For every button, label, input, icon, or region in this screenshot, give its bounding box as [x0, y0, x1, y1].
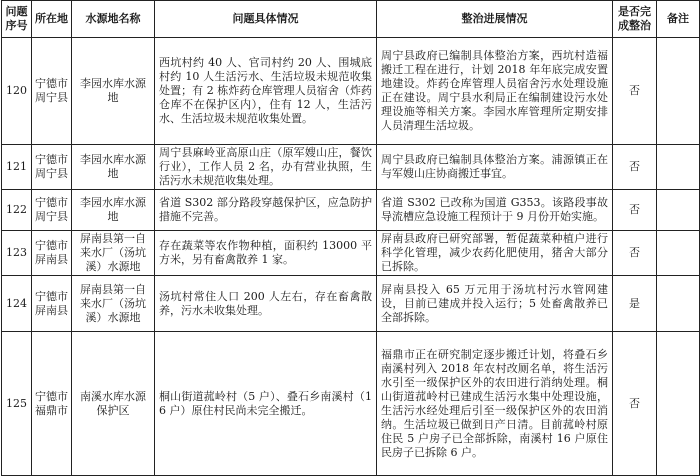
cell-done: 否 [613, 190, 657, 231]
header-issue: 问题具体情况 [155, 1, 377, 38]
header-progress: 整治进展情况 [377, 1, 613, 38]
cell-issue: 桐山街道菰岭村（5 户）、叠石乡南溪村（16 户）原住村民尚未完全搬迁。 [155, 332, 377, 476]
cell-remark [657, 190, 700, 231]
cell-progress: 福鼎市正在研究制定逐步搬迁计划，将叠石乡南溪村列入 2018 年农村改厕名单，将生活污水引至一级保护区外的农田进行消纳处理。桐山街道菰岭村已建成生活污水集中处理设施，生活污水经处理后引至一级保护区外的农田消纳。生活垃圾已做到日产日清。目前菰岭村原住民 5 户房子已全部拆除，南溪村 16 户原住民房子已拆除 6 户。 [377, 332, 613, 476]
cell-progress: 屏南县投入 65 万元用于汤坑村污水管网建设，目前已建成并投入运行；5 处畜禽散养已全部拆除。 [377, 276, 613, 332]
cell-issue: 西坑村约 40 人、官司村约 20 人、围城底村约 10 人生活污水、生活垃圾未规范收集处置；有 2 栋炸药仓库管理人员宿舍（炸药仓库不在保护区内），住有 12 人，生活污水、生活垃圾未规范收集处置。 [155, 38, 377, 145]
header-source: 水源地名称 [72, 1, 155, 38]
cell-no: 121 [2, 145, 32, 190]
cell-location: 宁德市屏南县 [32, 276, 72, 332]
cell-source: 屏南县第一自来水厂（汤坑溪）水源地 [72, 276, 155, 332]
cell-done: 是 [613, 276, 657, 332]
table-row [2, 231, 700, 276]
header-location: 所在地 [32, 1, 72, 38]
cell-source: 李园水库水源地 [72, 190, 155, 231]
cell-source: 南溪水库水源保护区 [72, 332, 155, 476]
cell-done: 否 [613, 38, 657, 145]
cell-no: 125 [2, 332, 32, 476]
header-remark: 备注 [657, 1, 700, 38]
cell-location: 宁德市周宁县 [32, 190, 72, 231]
cell-location: 宁德市周宁县 [32, 145, 72, 190]
cell-done: 否 [613, 231, 657, 276]
table-row [2, 190, 700, 231]
cell-source: 李园水库水源地 [72, 38, 155, 145]
cell-remark [657, 332, 700, 476]
cell-location: 宁德市福鼎市 [32, 332, 72, 476]
header-no: 问题序号 [2, 1, 32, 38]
cell-no: 120 [2, 38, 32, 145]
cell-location: 宁德市屏南县 [32, 231, 72, 276]
cell-remark [657, 145, 700, 190]
cell-issue: 汤坑村常住人口 200 人左右，存在畜禽散养，污水未收集处理。 [155, 276, 377, 332]
cell-progress: 省道 S302 已改称为国道 G353。该路段事故导流槽应急设施工程预计于 9 月份开始实施。 [377, 190, 613, 231]
cell-issue: 周宁县麻岭亚高原山庄（原军嫂山庄，餐饮行业），工作人员 2 名，办有营业执照，生活污水未规范收集处理。 [155, 145, 377, 190]
cell-done: 否 [613, 332, 657, 476]
cell-source: 屏南县第一自来水厂（汤坑溪）水源地 [72, 231, 155, 276]
cell-issue: 省道 S302 部分路段穿越保护区，应急防护措施不完善。 [155, 190, 377, 231]
cell-location: 宁德市周宁县 [32, 38, 72, 145]
table-row [2, 145, 700, 190]
header-done: 是否完成整治 [613, 1, 657, 38]
cell-remark [657, 38, 700, 145]
cell-issue: 存在蔬菜等农作物种植，面积约 13000 平方米，另有畜禽散养 1 家。 [155, 231, 377, 276]
cell-remark [657, 231, 700, 276]
cell-remark [657, 276, 700, 332]
table-row [2, 38, 700, 145]
remediation-table [1, 0, 700, 476]
cell-no: 123 [2, 231, 32, 276]
cell-no: 122 [2, 190, 32, 231]
cell-progress: 周宁县政府已编制具体整治方案，西坑村造福搬迁工程在进行，计划 2018 年年底完成安置地建设。炸药仓库管理人员宿舍污水处理设施正在建设。周宁县水利局正在编制建设污水处理设施等相关方案。李园水库管理所定期安排人员清理生活垃圾。 [377, 38, 613, 145]
cell-progress: 屏南县政府已研究部署，暂促蔬菜种植户进行科学化管理，减少农药化肥使用，猪舍大部分已拆除。 [377, 231, 613, 276]
cell-no: 124 [2, 276, 32, 332]
header-row [2, 1, 700, 38]
table-row [2, 276, 700, 332]
table-row [2, 332, 700, 476]
cell-progress: 周宁县政府已编制具体整治方案。浦源镇正在与军嫂山庄协商搬迁事宜。 [377, 145, 613, 190]
cell-source: 李园水库水源地 [72, 145, 155, 190]
cell-done: 否 [613, 145, 657, 190]
